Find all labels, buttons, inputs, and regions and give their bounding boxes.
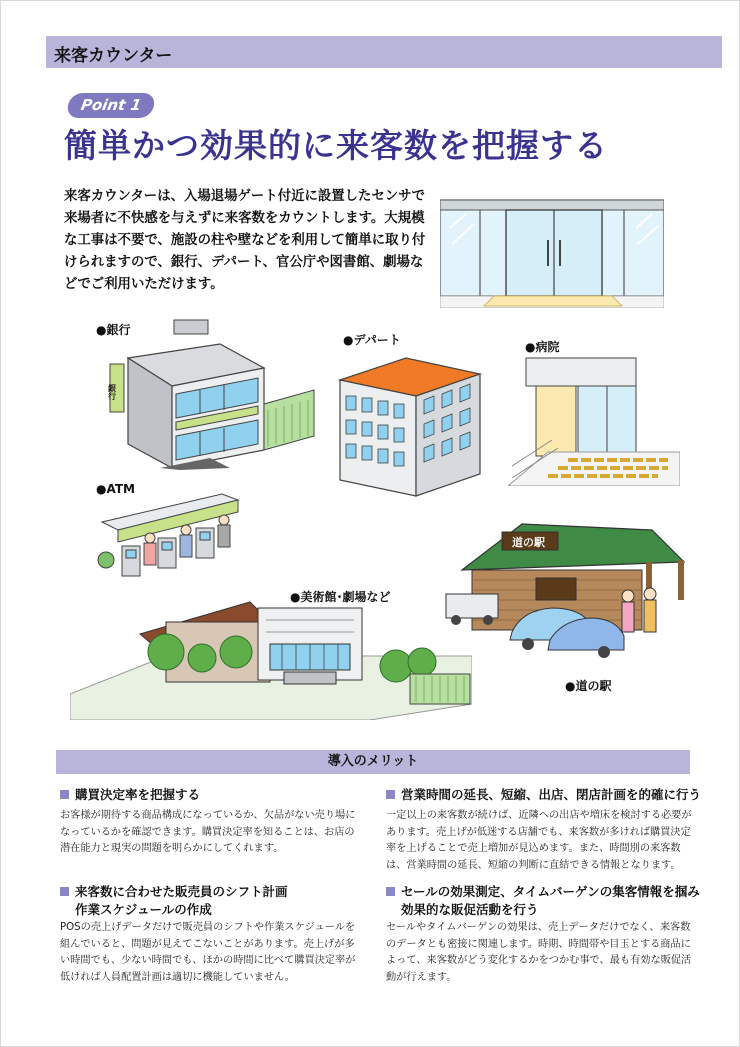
merit-title-4: セールの効果測定、タイムバーゲンの集客情報を掴み 効果的な販促活動を行う: [386, 883, 700, 919]
atm-illustration: [92, 486, 242, 592]
museum-illustration: [70, 598, 472, 720]
bullet-square-icon: [60, 790, 69, 799]
bank-illustration: [100, 318, 318, 470]
point-badge: Point 1: [66, 93, 156, 118]
department-store-illustration: [336, 350, 486, 498]
entrance-door-illustration: [440, 188, 664, 308]
hospital-entrance-illustration: [508, 354, 680, 486]
label-bank: ●銀行: [96, 323, 131, 337]
merit-body-1: お客様が期待する商品構成になっているか、欠品がない売り場になっているかを確認できます。購買決定率を知ることは、お店の潜在能力と現実の問題を明らかにしてくれます。: [60, 810, 356, 854]
merit-title-3: 来客数に合わせた販売員のシフト計画 作業スケジュールの作成: [60, 883, 288, 919]
merit-body-3: POSの売上げデータだけで販売員のシフトや作業スケジュールを組んでいると、問題が見えてこないことがあります。売上げが多い時間でも、少ない時間でも、ほかの時間に比べて購買決定率が低ければ人員配置計画は適切に機能していません。: [60, 922, 356, 983]
label-museum-theater: ●美術館･劇場など: [290, 590, 391, 604]
bullet-square-icon: [60, 887, 69, 896]
merit-body-4: セールやタイムバーゲンの効果は、売上データだけでなく、来客数のデータとも密接に関連します。時期、時間帯や目玉とする商品によって、来客数がどう変化するかをつかむ事で、最も有効な販促活動が行えます。: [386, 922, 692, 983]
section-title: 来客カウンター: [54, 46, 173, 66]
merit-title-2: 営業時間の延長、短縮、出店、閉店計画を的確に行う: [386, 786, 701, 804]
label-roadside-station: ●道の駅: [565, 679, 612, 693]
label-department-store: ●デパート: [343, 333, 401, 347]
merit-title-1: 購買決定率を把握する: [60, 786, 200, 804]
bullet-square-icon: [386, 790, 395, 799]
roadside-sign-text: 道の駅: [512, 536, 545, 549]
bullet-square-icon: [386, 887, 395, 896]
intro-paragraph: 来客カウンターは、入場退場ゲート付近に設置したセンサで来場者に不快感を与えずに来客数をカウントします。大規模な工事は不要で、施設の柱や壁などを利用して簡単に取り付けられますので、銀行、デパート、官公庁や図書館、劇場などでご利用いただけます。: [64, 189, 426, 292]
label-atm: ●ATM: [96, 482, 135, 496]
label-hospital: ●病院: [525, 340, 560, 354]
merits-heading: 導入のメリット: [56, 750, 690, 774]
bank-sign-text: 銀行: [107, 384, 117, 400]
section-header: [46, 36, 722, 68]
merit-body-2: 一定以上の来客数が続けば、近隣への出店や増床を検討する必要があります。売上げが低迷する店舗でも、来客数が多ければ購買決定率を上げることで売上増加が見込めます。また、時間別の来客数は、営業時間の延長、短縮の判断に直結できる情報となります。: [386, 810, 692, 871]
page-headline: 簡単かつ効果的に来客数を把握する: [64, 126, 608, 165]
